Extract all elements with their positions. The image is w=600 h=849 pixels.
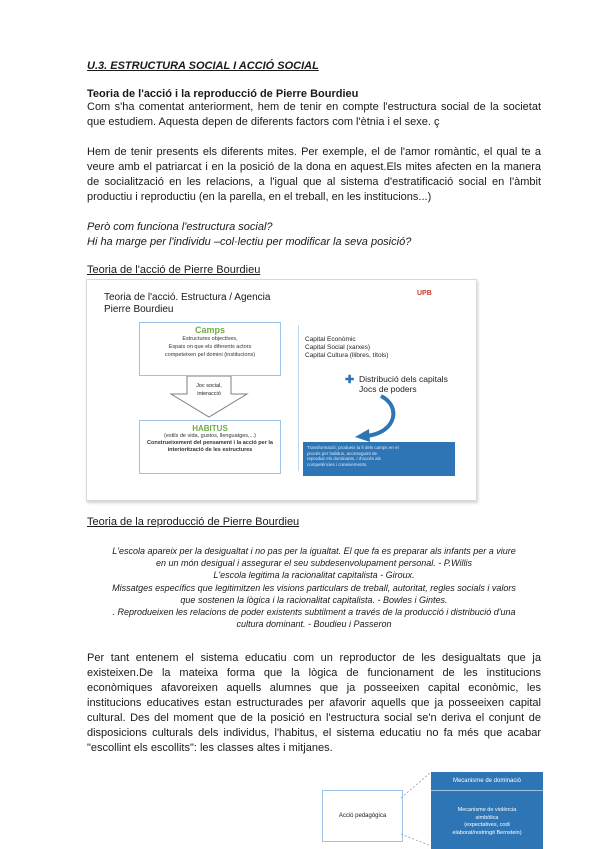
- habitus-line-2: Construeixement del pensament i la acció per la: [147, 440, 273, 446]
- quote-line: Missatges específics que legitimitzen les visions particulars de treball, autoritat, regles socials i valors: [112, 582, 516, 593]
- mec2-line-1: Mecanisme de violència: [457, 807, 517, 813]
- bourdieu-diagram: [86, 279, 477, 501]
- mecanisme-dominacio-box: Mecanisme de dominació: [431, 772, 543, 790]
- mec2-line-3: (expectatives, codi: [464, 822, 510, 828]
- habitus-box: [139, 420, 281, 474]
- habitus-line-3: interiorització de les estructures: [167, 447, 253, 453]
- upb-logo: [417, 290, 432, 297]
- diagram-title: [104, 292, 304, 316]
- capitals-list: [305, 336, 388, 360]
- arrow-label: [189, 382, 229, 398]
- question-2: Hi ha marge per l'individu –col·lectiu per modificar la seva posició?: [87, 236, 412, 248]
- subheading-reproduction-theory: Teoria de la reproducció de Pierre Bourdieu: [87, 516, 300, 528]
- blue-line-4: competències i coneixements.: [307, 461, 368, 467]
- blue-line-1: Transformació; produeix la fi dels camps en el: [307, 445, 399, 450]
- arrow-label-line-2: interacció: [197, 391, 221, 397]
- accio-pedagogica-box: Acció pedagògica: [322, 790, 403, 842]
- blue-line-3: reproduir els dominants, i d'accés als: [307, 456, 381, 461]
- camps-line-3: competeixen pel domini (institucions): [164, 352, 256, 358]
- camps-line-2: Espais on que els diferents actors: [168, 344, 252, 350]
- camps-box: [139, 322, 281, 376]
- question-1: Però com funciona l'estructura social?: [87, 221, 273, 233]
- paragraph-1: Com s'ha comentat anteriorment, hem de tenir en compte l'estructura social de la societat que estudiem. Aquesta depen de diferents factors com l'ètnia i el sexe. ç: [87, 101, 541, 128]
- mecanisme-violencia-box: [431, 790, 543, 849]
- capital-economic: Capital Econòmic: [305, 336, 356, 343]
- paragraph-2: Hem de tenir presents els diferents mites. Per exemple, el de l'amor romàntic, el qual te a veure amb el patriarcat i en la posició de la dona en aquest.Els mites afecten en la manera de socialització en les relacions, a l'igual que al sistema d'estratificació social en l'àmbit productiu i reproductiu (en la parella, en el treball, en les institucions...): [87, 146, 541, 203]
- distribution-label: [359, 374, 448, 394]
- capital-social: Capital Social (xarxes): [305, 344, 371, 351]
- quotes-block: [87, 545, 541, 630]
- subheading-action-theory: Teoria de l'acció de Pierre Bourdieu: [87, 264, 261, 276]
- quote-line: . Reprodueixen les relacions de poder existents subtilment a través de la producció i distribució d'una: [112, 607, 516, 618]
- quote-line: L'escola apareix per la desigualtat i no pas per la igualtat. El que fa es preparar als infants per a viure: [112, 546, 516, 556]
- camps-line-1: Estructures objectives,: [182, 336, 238, 342]
- quote-line: L'escola legitima la racionalitat capitalista - Giroux.: [213, 570, 415, 581]
- arrow-label-line-1: Joc social,: [196, 383, 222, 389]
- quote-line: cultura dominant. - Boudieu i Passeron: [236, 619, 392, 630]
- camps-title: Camps: [194, 325, 225, 335]
- logo-text: UPB: [417, 290, 432, 297]
- diagram-title-line-1: Teoria de l'acció. Estructura / Agencia: [104, 292, 271, 303]
- plus-icon: ✚: [345, 374, 355, 386]
- divider-line: [298, 325, 299, 471]
- distribution-line-1: Distribució dels capitals: [359, 374, 448, 384]
- capital-cultural: Capital Cultura (llibres, títols): [305, 352, 389, 359]
- curved-arrow-icon: [349, 392, 399, 442]
- diagram-title-line-2: Pierre Bourdieu: [104, 304, 174, 315]
- habitus-line-1: (estils de vida, gustos, llenguatges,...): [163, 433, 257, 439]
- quote-line: que sostenen la lògica i la racionalitat capitalista. - Bowles i Gintes.: [180, 594, 448, 605]
- distribution-line-2: Jocs de poders: [359, 384, 417, 394]
- document-title: U.3. ESTRUCTURA SOCIAL I ACCIÓ SOCIAL: [87, 60, 319, 72]
- quote-line: en un món desigual i assegurar el seu subdesenvolupament personal. - P.Willis: [156, 558, 472, 569]
- transformation-box: [303, 442, 455, 476]
- blue-line-2: procés per habitus, aconseguint de: [307, 450, 378, 456]
- connector-lines: [395, 768, 435, 848]
- mec2-line-2: simbòlica: [475, 814, 499, 821]
- section-heading: Teoria de l'acció i la reproducció de Pierre Bourdieu: [87, 88, 359, 100]
- mec2-line-4: elaborat/restringit Bernstein): [452, 829, 522, 836]
- habitus-title: HABITUS: [192, 424, 228, 433]
- paragraph-3: Per tant entenem el sistema educatiu com un reproductor de les desigualtats que ja existeixen.De la mateixa forma que la lògica de funcionament de les institucions econòmiques afavoreixen aquells alumnes que ja posseeixen capital econòmic, les institucions educatives estan estructurades per afavorir aquells que ja posseeixen capital cultural. Des del moment que de la posició en l'estructura social se'n deriva el conjunt de disposicions culturals dels individus, l'habitus, el sistema educatiu no fa més que acabar "escollint els escollits": les classes altes i mitjanes.: [87, 652, 541, 754]
